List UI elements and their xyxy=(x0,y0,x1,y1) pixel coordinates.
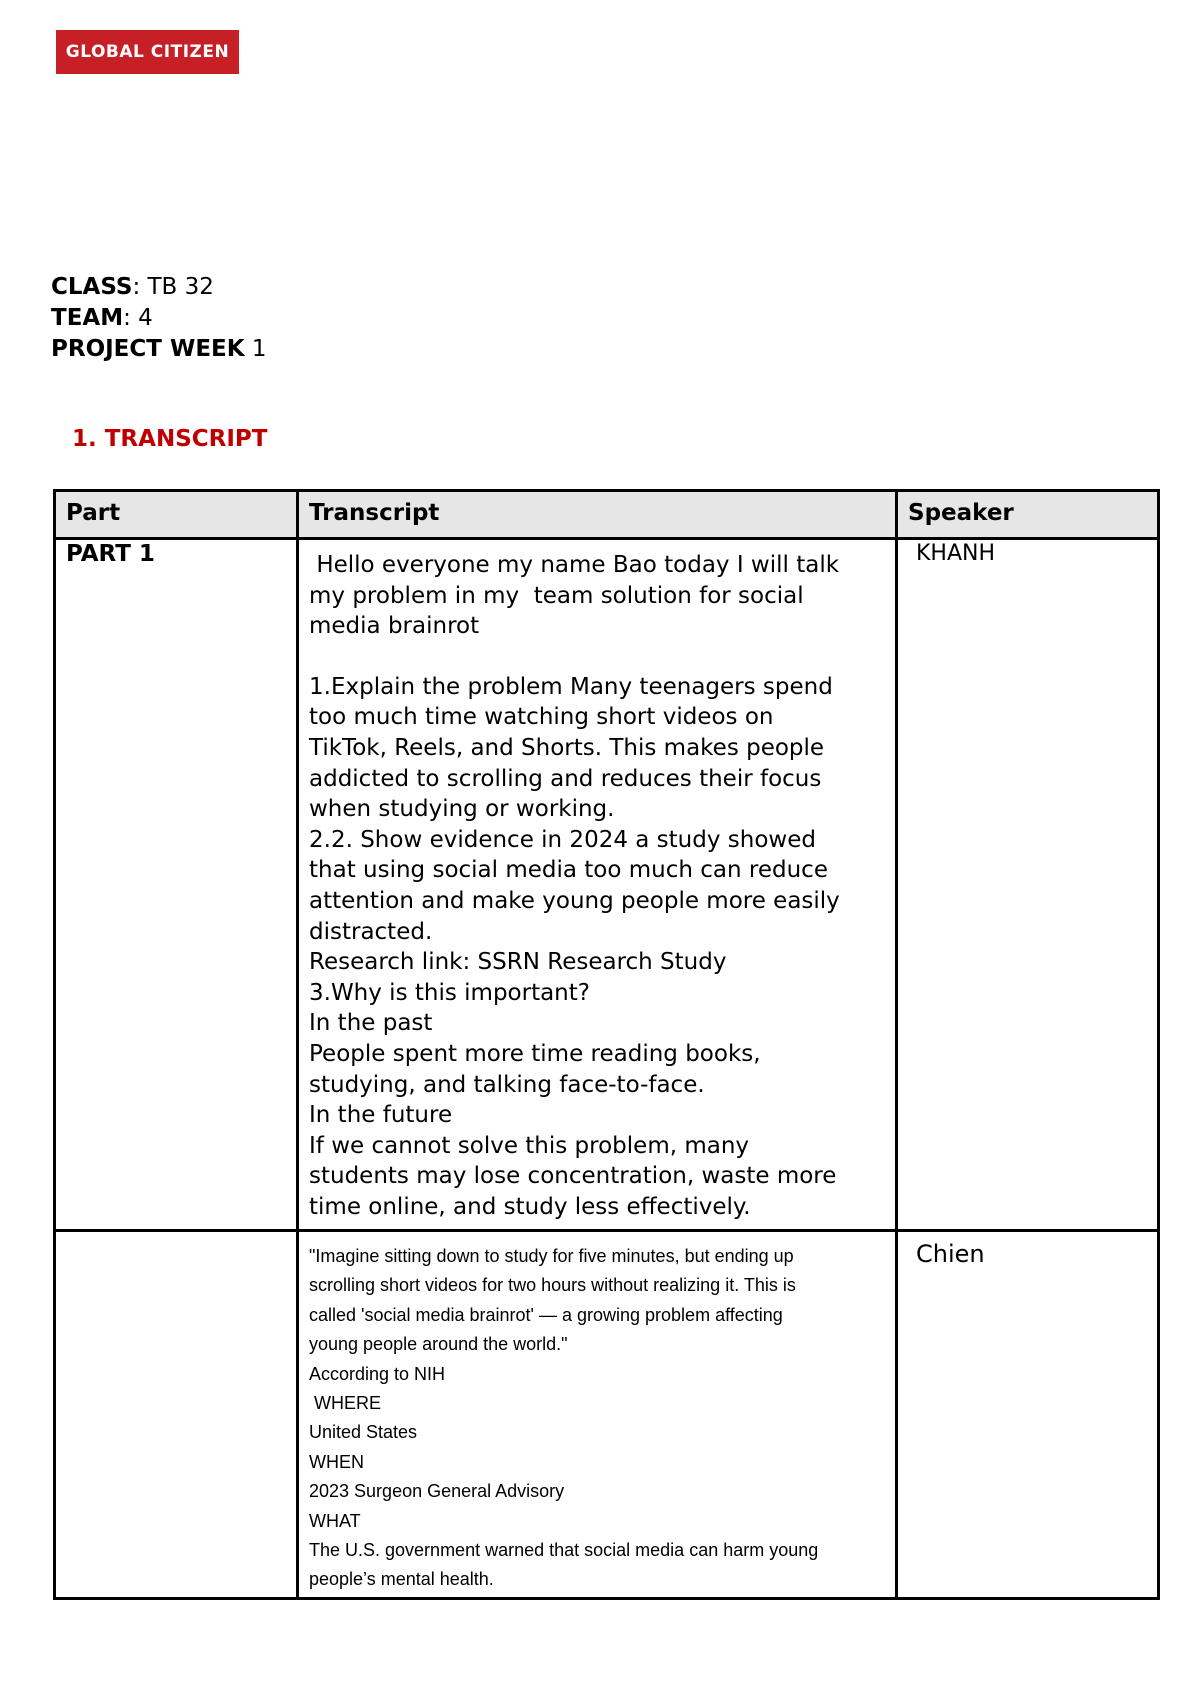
team-line xyxy=(51,303,267,334)
transcript-line: Hello everyone my name Bao today I will talk xyxy=(309,552,840,578)
transcript-line: students may lose concentration, waste more xyxy=(309,1163,837,1190)
header-part: Part xyxy=(55,491,298,539)
transcript-line: WHAT xyxy=(309,1510,361,1531)
transcript-line: 1.Explain the problem Many teenagers spend xyxy=(309,673,833,700)
transcript-line: too much time watching short videos on xyxy=(309,704,774,731)
speaker-cell: KHANH xyxy=(897,539,1159,1231)
transcript-cell xyxy=(298,1231,897,1599)
global-citizen-logo: GLOBAL CITIZEN xyxy=(56,30,239,74)
transcript-line: In the past xyxy=(309,1010,433,1037)
transcript-line: 3.Why is this important? xyxy=(309,979,590,1006)
table-row xyxy=(55,1231,1159,1599)
transcript-line: People spent more time reading books, xyxy=(309,1040,761,1067)
transcript-line: media brainrot xyxy=(309,613,480,640)
project-week-value: 1 xyxy=(244,336,267,362)
class-value: : TB 32 xyxy=(132,274,214,300)
transcript-line: 2023 Surgeon General Advisory xyxy=(309,1481,565,1502)
team-label: TEAM xyxy=(51,305,124,331)
transcript-line: "Imagine sitting down to study for five minutes, but ending up xyxy=(309,1246,794,1266)
project-week-label: PROJECT WEEK xyxy=(51,336,245,362)
transcript-line: my problem in my team solution for social xyxy=(309,582,804,609)
transcript-line: WHERE xyxy=(309,1393,382,1414)
part-cell: PART 1 xyxy=(55,539,298,1231)
speaker-cell: Chien xyxy=(897,1231,1159,1599)
transcript-line: that using social media too much can reduce xyxy=(309,857,828,884)
transcript-line: United States xyxy=(309,1422,418,1443)
part-cell xyxy=(55,1231,298,1599)
transcript-line: studying, and talking face-to-face. xyxy=(309,1071,705,1098)
transcript-line: attention and make young people more easily xyxy=(309,887,840,914)
transcript-line: In the future xyxy=(309,1102,453,1129)
project-week-line xyxy=(51,334,267,365)
class-label: CLASS xyxy=(51,274,133,300)
document-meta xyxy=(51,272,267,365)
transcript-line: when studying or working. xyxy=(309,796,615,823)
transcript-line: According to NIH xyxy=(309,1363,446,1384)
class-line xyxy=(51,272,267,303)
paragraph-gap xyxy=(309,642,885,672)
transcript-line: addicted to scrolling and reduces their focus xyxy=(309,765,822,792)
transcript-line: TikTok, Reels, and Shorts. This makes people xyxy=(309,734,825,761)
transcript-line: people’s mental health. xyxy=(309,1569,494,1590)
header-transcript: Transcript xyxy=(298,491,897,539)
table-row xyxy=(55,539,1159,1231)
transcript-line: young people around the world." xyxy=(309,1334,568,1355)
section-heading-transcript: 1. TRANSCRIPT xyxy=(72,426,268,452)
transcript-line: Research link: SSRN Research Study xyxy=(309,949,727,976)
transcript-table xyxy=(53,489,1160,1600)
team-value: : 4 xyxy=(123,305,153,331)
transcript-line: called 'social media brainrot' — a growing problem affecting xyxy=(309,1304,783,1325)
transcript-line: distracted. xyxy=(309,918,433,945)
transcript-line: scrolling short videos for two hours without realizing it. This is xyxy=(309,1275,796,1296)
header-speaker: Speaker xyxy=(897,491,1159,539)
transcript-line: 2.2. Show evidence in 2024 a study showed xyxy=(309,826,816,853)
transcript-line: If we cannot solve this problem, many xyxy=(309,1132,750,1159)
table-header-row xyxy=(55,491,1159,539)
transcript-line: time online, and study less effectively. xyxy=(309,1193,751,1220)
transcript-cell xyxy=(298,539,897,1231)
transcript-line: The U.S. government warned that social media can harm young xyxy=(309,1540,819,1561)
transcript-line: WHEN xyxy=(309,1451,364,1472)
